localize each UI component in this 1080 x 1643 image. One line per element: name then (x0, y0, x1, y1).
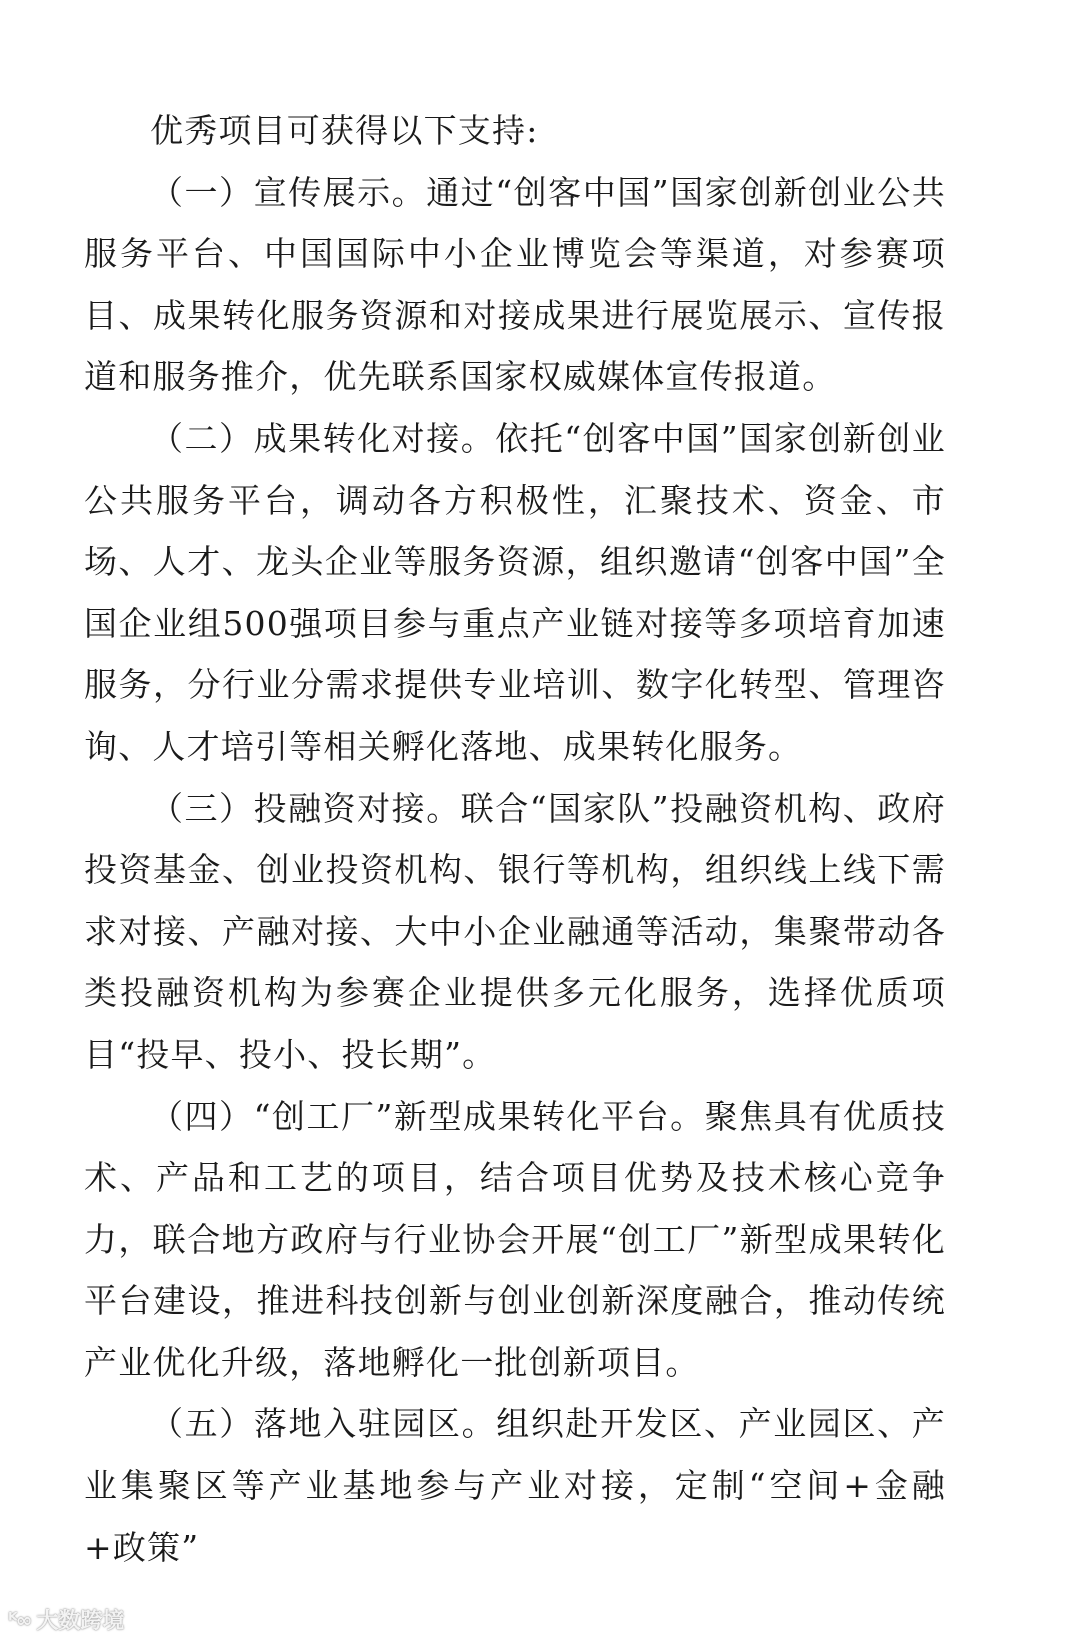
intro-paragraph: 优秀项目可获得以下支持: (150, 111, 539, 150)
section-3-body: 联合“国家队”投融资机构、政府投资基金、创业投资机构、银行等机构，组织线上线下需求对接、产融对接、大中小企业融通等活动，集聚带动各类投融资机构为参赛企业提供多元化服务，选择优质项目“投早、投小、投长期”。 (84, 788, 946, 1074)
section-1-number: （一） (150, 172, 254, 212)
section-3-paragraph (84, 778, 946, 1086)
section-4-number: （四） (150, 1096, 254, 1136)
section-2-paragraph (84, 408, 946, 778)
section-4-paragraph (84, 1086, 946, 1394)
watermark-logo-icon: ᴷ∞ (8, 1607, 31, 1632)
section-1-body: 通过“创客中国”国家创新创业公共服务平台、中国国际中小企业博览会等渠道，对参赛项目、成果转化服务资源和对接成果进行展览展示、宣传报道和服务推介，优先联系国家权威媒体宣传报道。 (84, 172, 946, 397)
section-5-number: （五） (150, 1404, 254, 1444)
document-page (84, 100, 946, 1578)
section-5-body: 组织赴开发区、产业园区、产业集聚区等产业基地参与产业对接，定制“空间+金融+政策” (84, 1404, 946, 1567)
section-4-body: 聚焦具有优质技术、产品和工艺的项目，结合项目优势及技术核心竞争力，联合地方政府与行业协会开展“创工厂”新型成果转化平台建设，推进科技创新与创业创新深度融合，推动传统产业优化升级，落地孵化一批创新项目。 (84, 1096, 946, 1382)
section-1-paragraph (84, 162, 946, 408)
section-4-heading: “创工厂”新型成果转化平台。 (253, 1096, 705, 1136)
section-3-number: （三） (150, 788, 254, 828)
section-2-heading: 成果转化对接。 (253, 418, 496, 458)
section-5-paragraph (84, 1393, 946, 1578)
section-2-body: 依托“创客中国”国家创新创业公共服务平台，调动各方积极性，汇聚技术、资金、市场、人才、龙头企业等服务资源，组织邀请“创客中国”全国企业组500强项目参与重点产业链对接等多项培育加速服务，分行业分需求提供专业培训、数字化转型、管理咨询、人才培引等相关孵化落地、成果转化服务。 (84, 418, 946, 766)
section-1-heading: 宣传展示。 (253, 172, 427, 212)
section-5-heading: 落地入驻园区。 (253, 1404, 497, 1444)
watermark-text: 大数跨境 (36, 1609, 125, 1634)
watermark (8, 1604, 124, 1635)
section-2-number: （二） (150, 418, 254, 458)
section-3-heading: 投融资对接。 (253, 788, 461, 828)
